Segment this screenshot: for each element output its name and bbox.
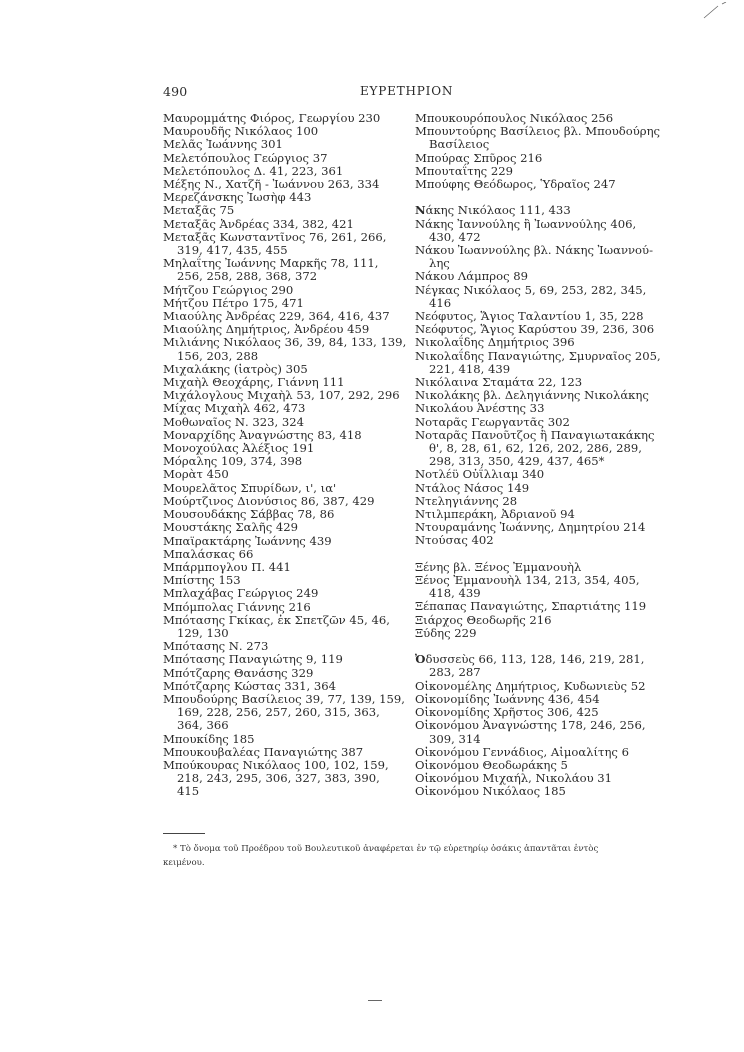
- index-entry: [163, 482, 391, 495]
- index-entry: [415, 746, 645, 759]
- index-entry-continuation: 309, 314: [429, 731, 481, 746]
- index-entry-text: Νεόφυτος, Ἅγιος Καρύστου 39, 236, 306: [415, 322, 655, 337]
- index-entry: [163, 733, 391, 746]
- index-entry-text: Μελᾶς Ἰωάννης 301: [163, 137, 283, 152]
- index-entry-text: Νοταρᾶς Πανοῦτζος ἢ Παναγιωτακάκης: [415, 427, 655, 442]
- index-entry-text: Μπούφης Θεόδωρος, Ὑδραῖος 247: [415, 177, 616, 192]
- index-entry-continuation: 418, 439: [429, 586, 481, 601]
- index-entry-text: Νικολάκης βλ. Δεληγιάννης Νικολάκης: [415, 388, 649, 403]
- index-entry-text: Ντεληγιάννης 28: [415, 493, 518, 508]
- index-entry: [163, 691, 405, 733]
- index-entry: [415, 574, 645, 600]
- index-entry: [415, 785, 645, 798]
- index-entry-text: Οἰκονομέλης Δημήτριος, Κυδωνιεὺς 52: [415, 678, 646, 693]
- index-entry-text: Μούρτζινος Διονύσιος 86, 387, 429: [163, 493, 375, 508]
- index-entry: [415, 348, 661, 376]
- index-entry: [163, 335, 407, 363]
- index-entry-text: Ντιλμπεράκη, Ἀδριανοῦ 94: [415, 507, 575, 522]
- index-entry-text: Μπούκουρας Νικόλαος 100, 102, 159,: [163, 757, 389, 772]
- index-entry-text: Νοταρᾶς Γεωργαντᾶς 302: [415, 414, 570, 429]
- index-entry-text: Μιχαὴλ Θεοχάρης, Γιάννη 111: [163, 375, 345, 390]
- footnote-text-2: κειμένου.: [163, 858, 205, 868]
- index-entry-text: Μπίστης 153: [163, 573, 241, 588]
- index-entry-continuation: 156, 203, 288: [177, 348, 259, 363]
- index-entry: [415, 614, 645, 627]
- index-entry: [415, 336, 645, 349]
- index-entry: [415, 218, 645, 244]
- footnote-mark: *: [173, 844, 178, 854]
- index-entry: [415, 468, 645, 481]
- index-entry: [163, 535, 391, 548]
- index-entry-text: Μπουταΐτης 229: [415, 163, 513, 178]
- index-entry-text: Μόραλης 109, 374, 398: [163, 454, 303, 469]
- index-entry-continuation: 298, 313, 350, 429, 437, 465*: [429, 454, 605, 469]
- index-entry-text: Μπόμπολας Γιάννης 216: [163, 599, 311, 614]
- index-entry-text: Μοθωναῖος Ν. 323, 324: [163, 414, 305, 429]
- entry-gap: [415, 548, 645, 561]
- index-entry: [415, 719, 645, 745]
- index-entry-text: Μουστάκης Σαλῆς 429: [163, 520, 299, 535]
- index-entry-continuation: 283, 287: [429, 665, 481, 680]
- index-entry-text: Νάκου Ἰωαννούλης βλ. Νάκης Ἰωαννού-: [415, 243, 653, 258]
- index-entry-text: Ὀδυσσεὺς 66, 113, 128, 146, 219, 281,: [415, 652, 645, 667]
- index-entry-text: Μορὰτ 450: [163, 467, 229, 482]
- page-number: 490: [163, 84, 188, 99]
- index-entry: [415, 178, 645, 191]
- index-entry: [163, 231, 391, 257]
- index-entry-continuation: 218, 243, 295, 306, 327, 383, 390,: [177, 771, 380, 786]
- index-entry: [163, 521, 391, 534]
- index-entry: [163, 667, 391, 680]
- index-entry: [163, 759, 391, 799]
- index-entry: [163, 601, 391, 614]
- index-entry: [415, 402, 645, 415]
- index-entry-text: Μίχας Μιχαὴλ 462, 473: [163, 401, 306, 416]
- index-entry-continuation: 319, 417, 435, 455: [177, 243, 288, 258]
- index-entry-continuation: λης: [429, 256, 450, 271]
- index-entry-text: Μαυρουδῆς Νικόλαος 100: [163, 124, 319, 139]
- index-entry: [163, 653, 391, 666]
- index-entry-text: Μερεζάνσκης Ἰωσὴφ 443: [163, 190, 312, 205]
- pen-mark: [700, 2, 730, 20]
- index-entry-text: Μπότζαρης Θανάσης 329: [163, 665, 314, 680]
- index-entry-continuation: 364, 366: [177, 718, 229, 733]
- footnote-text-1: Τὸ ὄνομα τοῦ Προέδρου τοῦ Βουλευτικοῦ ἀναφέρεται ἐν τῷ εὑρετηρίῳ ὁσάκις ἀπαντᾶται ἐντὸς: [180, 844, 599, 854]
- index-entry: [415, 243, 653, 271]
- index-entry-text: Μήτζου Γεώργιος 290: [163, 282, 294, 297]
- index-entry: [163, 218, 391, 231]
- index-entry-text: Μονοχούλας Ἀλέξιος 191: [163, 441, 315, 456]
- index-entry-text: Μελετόπουλος Δ. 41, 223, 361: [163, 163, 344, 178]
- index-entry-text: Νάκου Λάμπρος 89: [415, 269, 529, 284]
- index-entry: [163, 548, 391, 561]
- index-entry-text: Μπότζαρης Κώστας 331, 364: [163, 678, 337, 693]
- index-entry-text: Οἰκονόμου Μιχαήλ, Νικολάου 31: [415, 771, 613, 786]
- index-entry: [415, 152, 645, 165]
- index-entry-text: Νάκης Νικόλαος 111, 433: [415, 203, 571, 218]
- index-entry-text: Μιχάλογλους Μιχαὴλ 53, 107, 292, 296: [163, 388, 400, 403]
- index-entry: [415, 270, 645, 283]
- index-entry: [163, 204, 391, 217]
- index-entry-continuation: θ', 8, 28, 61, 62, 126, 202, 286, 289,: [429, 441, 642, 456]
- index-entry-text: Μιαούλης Ἀνδρέας 229, 364, 416, 437: [163, 309, 390, 324]
- index-entry: [415, 482, 645, 495]
- index-entry-text: Οἰκονομίδης Ἰωάννης 436, 454: [415, 691, 600, 706]
- index-entry-text: Νάκης Ἰαννούλης ἢ Ἰωαννούλης 406,: [415, 216, 637, 231]
- index-entry-text: Νικολάου Ἀνέστης 33: [415, 401, 545, 416]
- index-entry: [415, 124, 661, 152]
- index-entry-text: Νέγκας Νικόλαος 5, 69, 253, 282, 345,: [415, 282, 647, 297]
- index-entry-continuation: 256, 258, 288, 368, 372: [177, 269, 318, 284]
- index-entry: [415, 427, 655, 469]
- index-entry-text: Μουσουδάκης Σάββας 78, 86: [163, 507, 335, 522]
- index-entry-text: Μπαϊρακτάρης Ἰωάννης 439: [163, 533, 332, 548]
- index-entry: [163, 416, 391, 429]
- index-entry: [163, 468, 391, 481]
- index-entry: [415, 416, 645, 429]
- index-entry-text: Μουρελᾶτος Σπυρίδων, ι', ια': [163, 480, 337, 495]
- index-entry-text: Ντάλος Νάσος 149: [415, 480, 530, 495]
- index-entry-text: Μοναρχίδης Ἀναγνώστης 83, 418: [163, 427, 362, 442]
- index-entry-continuation: 430, 472: [429, 229, 481, 244]
- index-entry-continuation: 129, 130: [177, 625, 229, 640]
- index-entry-text: Μεταξᾶς Κωνσταντῖνος 76, 261, 266,: [163, 229, 387, 244]
- index-column-right: [415, 111, 661, 799]
- index-entry-continuation: Βασίλειος: [429, 137, 490, 152]
- index-entry-text: Νικόλαινα Σταμάτα 22, 123: [415, 375, 583, 390]
- index-entry: [415, 204, 645, 217]
- index-entry-text: Μήτζου Πέτρο 175, 471: [163, 295, 304, 310]
- index-entry: [163, 152, 391, 165]
- index-entry-text: Μιχαλάκης (ἰατρὸς) 305: [163, 361, 308, 376]
- index-entry: [415, 680, 645, 693]
- index-entry-text: Νικολαΐδης Παναγιώτης, Σμυρναῖος 205,: [415, 348, 661, 363]
- index-entry-text: Μπουδούρης Βασίλειος 39, 77, 139, 159,: [163, 691, 405, 706]
- index-entry-text: Μεταξᾶς Ἀνδρέας 334, 382, 421: [163, 216, 354, 231]
- index-entry-text: Μπουκουβαλέας Παναγιώτης 387: [163, 744, 364, 759]
- index-entry-text: Ξύδης 229: [415, 625, 477, 640]
- index-entry-text: Μπούρας Σπῦρος 216: [415, 150, 543, 165]
- index-entry-text: Μπότασης Παναγιώτης 9, 119: [163, 652, 343, 667]
- index-entry-text: Μπουκουρόπουλος Νικόλαος 256: [415, 111, 614, 125]
- index-entry-text: Ξένης βλ. Ξένος Ἐμμανουὴλ: [415, 559, 582, 574]
- index-entry: [415, 653, 645, 679]
- index-entry: [163, 680, 391, 693]
- index-entry-text: Μπλαχάβας Γεώργιος 249: [163, 586, 319, 601]
- index-entry-text: Μελετόπουλος Γεώργιος 37: [163, 150, 328, 165]
- index-entry: [415, 627, 645, 640]
- index-entry-continuation: 221, 418, 439: [429, 361, 511, 376]
- index-entry-continuation: 169, 228, 256, 257, 260, 315, 363,: [177, 705, 380, 720]
- index-entry: [163, 138, 391, 151]
- index-entry-text: Οἰκονομίδης Χρῆστος 306, 425: [415, 705, 599, 720]
- index-entry-text: Μπότασης Γκίκας, ἐκ Σπετζῶν 45, 46,: [163, 612, 390, 627]
- index-entry-text: Ξέπαπας Παναγιώτης, Σπαρτιάτης 119: [415, 599, 647, 614]
- index-entry-text: Ντουραμάνης Ἰωάννης, Δημητρίου 214: [415, 520, 646, 535]
- index-entry-text: Οἰκονόμου Θεοδωράκης 5: [415, 757, 568, 772]
- index-entry-text: Ξένος Ἐμμανουὴλ 134, 213, 354, 405,: [415, 573, 640, 588]
- index-entry-continuation: 415: [177, 784, 200, 799]
- footnote: [163, 842, 645, 870]
- index-entry-text: Μπότασης Ν. 273: [163, 639, 269, 654]
- index-entry: [163, 402, 391, 415]
- index-entry-text: Μπάρμπογλου Π. 441: [163, 559, 291, 574]
- index-entry: [415, 534, 645, 547]
- index-entry-text: Μεταξᾶς 75: [163, 203, 235, 218]
- index-entry: [163, 746, 391, 759]
- index-column-left: [163, 111, 407, 799]
- index-entry-text: Οἰκονόμου Γεννάδιος, Αἰμοαλίτης 6: [415, 744, 629, 759]
- index-entry-text: Ντούσας 402: [415, 533, 494, 548]
- index-entry-text: Ξιάρχος Θεοδωρῆς 216: [415, 612, 552, 627]
- index-entry-text: Οἰκονόμου Νικόλαος 185: [415, 784, 566, 799]
- index-entry: [163, 587, 391, 600]
- footnote-line-1: [163, 842, 645, 856]
- index-entry-continuation: 416: [429, 295, 452, 310]
- index-entry: [415, 284, 645, 310]
- index-entry-text: Μιλιάνης Νικόλαος 36, 39, 84, 133, 139,: [163, 335, 407, 350]
- page-dash-mark: [368, 1000, 382, 1001]
- index-entry: [163, 257, 391, 283]
- index-entry: [163, 614, 391, 640]
- index-entry-text: Μέξης Ν., Χατζῆ - Ἰωάννου 263, 334: [163, 177, 380, 192]
- index-entry-text: Μαυρομμάτης Φιόρος, Γεωργίου 230: [163, 111, 381, 125]
- footnote-rule: [163, 833, 205, 834]
- index-entry-text: Νεόφυτος, Ἅγιος Ταλαντίου 1, 35, 228: [415, 309, 644, 324]
- running-head: ΕΥΡΕΤΗΡΙΟΝ: [360, 84, 454, 98]
- index-entry-text: Μιαούλης Δημήτριος, Ἀνδρέου 459: [163, 322, 370, 337]
- index-entry: [163, 284, 391, 297]
- index-entry-text: Μπαλάσκας 66: [163, 546, 254, 561]
- index-entry-text: Νικολαΐδης Δημήτριος 396: [415, 335, 575, 350]
- index-entry: [415, 600, 645, 613]
- index-entry-text: Μηλαΐτης Ἰωάννης Μαρκῆς 78, 111,: [163, 256, 379, 271]
- index-entry-text: Οἰκονόμου Ἀναγνώστης 178, 246, 256,: [415, 718, 646, 733]
- index-entry-text: Νοτλέϋ Οὐΐλλιαμ 340: [415, 467, 545, 482]
- index-entry-text: Μπουντούρης Βασίλειος βλ. Μπουδούρης: [415, 124, 661, 139]
- index-entry-text: Μπουκίδης 185: [163, 731, 255, 746]
